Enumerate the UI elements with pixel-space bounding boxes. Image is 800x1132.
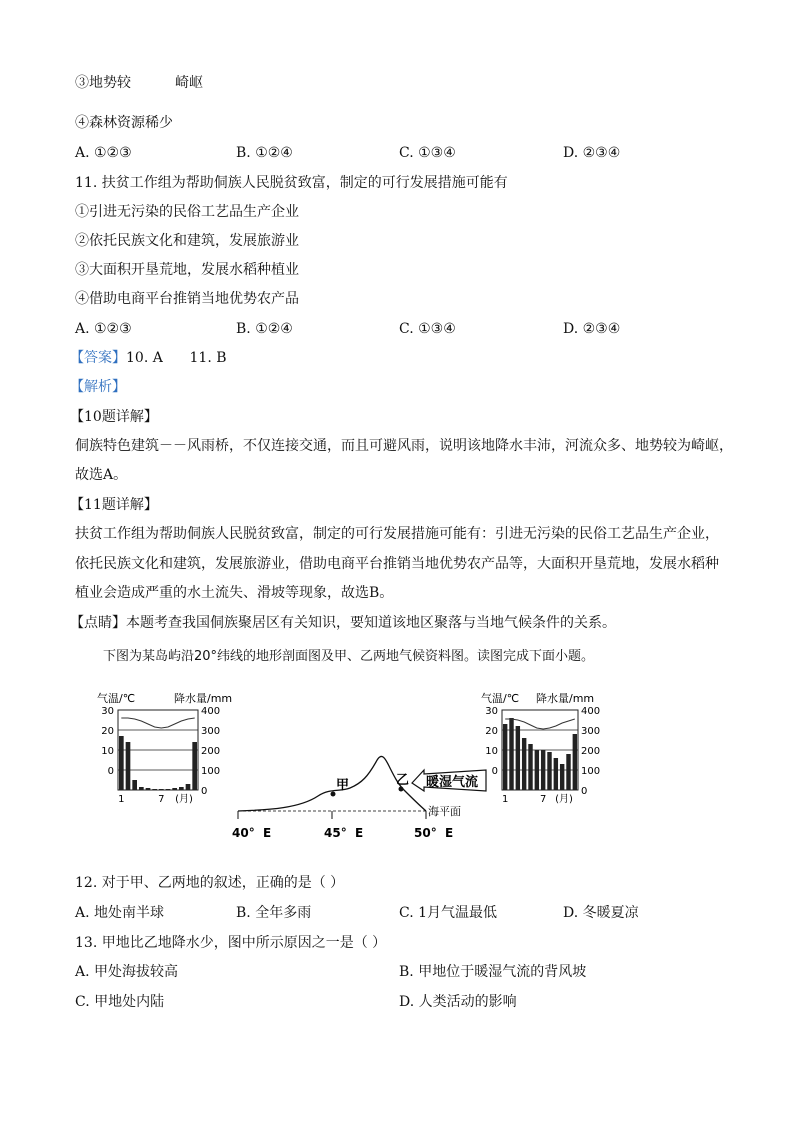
right-precip-bar [509,718,513,790]
left-precip-tick: 300 [201,726,221,737]
left-precip-tick: 200 [201,746,221,757]
right-precip-bar [522,738,526,790]
right-precip-bar [573,734,577,790]
right-precip-bar [547,752,551,790]
jia-label: 甲 [336,778,350,793]
left-month-tick: (月) [175,794,193,805]
q10-detail-line-1: 侗族特色建筑－－风雨桥，不仅连接交通，而且可避风雨，说明该地降水丰沛，河流众多、地势较为崎岖， [75,438,733,454]
left-temp-tick: 10 [101,746,114,757]
analysis-label: 【解析】 [70,379,126,395]
left-precip-label: 降水量/mm [174,692,233,705]
sea-level-label: 海平面 [428,805,461,818]
q11-detail-line-1: 扶贫工作组为帮助侗族人民脱贫致富，制定的可行发展措施可能有：引进无污染的民俗工艺品生产企业， [75,526,719,542]
q11-item-2: ②依托民族文化和建筑，发展旅游业 [75,233,299,249]
left-precip-bar [186,784,191,790]
q10-item-3-text-b: 崎岖 [175,75,203,91]
right-precip-bar [528,744,532,790]
q11-detail-line-2: 依托民族文化和建筑，发展旅游业，借助电商平台推销当地优势农产品等，大面积开垦荒地，发展水稻种 [75,556,719,572]
figure [0,680,800,850]
right-precip-bar [566,754,570,790]
right-precip-tick: 400 [581,706,601,717]
q11-option-d: D. ②③④ [563,321,621,337]
right-climate-chart [481,691,600,805]
q11-stem: 11. 扶贫工作组为帮助侗族人民脱贫致富，制定的可行发展措施可能有 [75,175,508,191]
q13-stem: 13. 甲地比乙地降水少，图中所示原因之一是（ ） [75,935,387,951]
q10-option-b: B. ①②④ [236,145,293,161]
q10-option-a: A. ①②③ [75,145,132,161]
left-month-tick: 1 [118,794,125,805]
q11-detail-heading: 【11题详解】 [70,497,158,513]
q11-option-a: A. ①②③ [75,321,132,337]
q13-option-c: C. 甲地处内陆 [75,994,165,1010]
q12-stem: 12. 对于甲、乙两地的叙述，正确的是（ ） [75,875,345,891]
jia-point-marker [331,792,336,797]
left-precip-bar [139,787,144,790]
right-precip-label: 降水量/mm [536,692,595,705]
q13-option-d: D. 人类活动的影响 [399,994,517,1010]
q12-option-b: B. 全年多雨 [236,905,312,921]
answer-label: 【答案】 [70,350,126,366]
left-precip-bar [126,742,131,790]
q13-option-a: A. 甲处海拔较高 [75,964,179,980]
left-temp-tick: 0 [107,766,114,777]
comment-text: 本题考查我国侗族聚居区有关知识，要知道该地区聚落与当地气候条件的关系。 [126,615,616,631]
right-temp-tick: 0 [491,766,498,777]
right-month-tick: 7 [539,794,547,805]
right-month-tick: (月) [555,794,573,805]
lon-label-40: 40° E [232,826,272,840]
q11-item-4: ④借助电商平台推销当地优势农产品 [75,291,299,307]
comment-line [70,614,616,632]
left-precip-bar [192,742,197,790]
airflow-label: 暖湿气流 [426,775,479,790]
answer-text: 10. A 11. B [126,350,227,366]
q11-item-3: ③大面积开垦荒地，发展水稻种植业 [75,262,299,278]
right-precip-tick: 200 [581,746,601,757]
left-temp-tick: 20 [101,726,114,737]
q11-option-b: B. ①②④ [236,321,293,337]
left-temperature-line [121,718,194,728]
answer-line [70,349,227,367]
left-precip-tick: 100 [201,766,221,777]
lon-label-50: 50° E [414,826,454,840]
right-precip-bar [516,726,520,790]
right-precip-tick: 0 [581,786,588,797]
left-precip-bar [179,787,184,790]
q13-option-b: B. 甲地位于暖湿气流的背风坡 [399,964,587,980]
right-month-tick: 1 [501,794,509,805]
q11-item-1: ①引进无污染的民俗工艺品生产企业 [75,204,299,220]
q12-option-a: A. 地处南半球 [75,905,165,921]
right-precip-bar [554,758,558,790]
right-temp-tick: 20 [485,726,498,737]
q10-item-4: ④森林资源稀少 [75,115,173,131]
left-month-tick: 7 [158,794,165,805]
left-precip-bar [159,789,164,790]
q10-detail-line-2: 故选A。 [75,467,128,483]
left-precip-bar [166,789,171,790]
lon-label-45: 45° E [324,826,364,840]
q10-option-d: D. ②③④ [563,145,621,161]
q11-detail-line-3: 植业会造成严重的水土流失、滑坡等现象，故选B。 [75,585,394,601]
figure-intro: 下图为某岛屿沿20°纬线的地形剖面图及甲、乙两地气候资料图。读图完成下面小题。 [103,649,595,664]
terrain-profile [232,756,486,840]
q12-option-d: D. 冬暖夏凉 [563,905,639,921]
left-precip-bar [132,780,137,790]
left-precip-tick: 400 [201,706,221,717]
left-precip-bar [146,788,151,790]
q12-option-c: C. 1月气温最低 [399,905,498,921]
q10-detail-heading: 【10题详解】 [70,409,158,425]
right-precip-tick: 100 [581,766,601,777]
yi-label: 乙 [396,773,410,788]
left-precip-bar [152,789,157,790]
q10-item-3 [75,74,203,92]
right-precip-bar [560,764,564,790]
left-precip-bar [119,736,124,790]
left-temp-label: 气温/℃ [97,692,136,705]
right-precip-bar [503,724,507,790]
right-precip-bar [535,750,539,790]
left-precip-bar [172,788,177,790]
q10-item-3-text: ③地势较 [75,75,131,91]
right-temp-label: 气温/℃ [481,692,520,705]
left-temp-tick: 30 [101,706,114,717]
right-precip-tick: 300 [581,726,601,737]
left-climate-chart [97,691,232,805]
q10-option-c: C. ①③④ [399,145,456,161]
q11-option-c: C. ①③④ [399,321,456,337]
left-precip-tick: 0 [201,786,208,797]
right-temp-tick: 30 [485,706,498,717]
right-precip-bar [541,750,545,790]
right-temp-tick: 10 [485,746,498,757]
comment-label: 【点睛】 [70,615,126,631]
